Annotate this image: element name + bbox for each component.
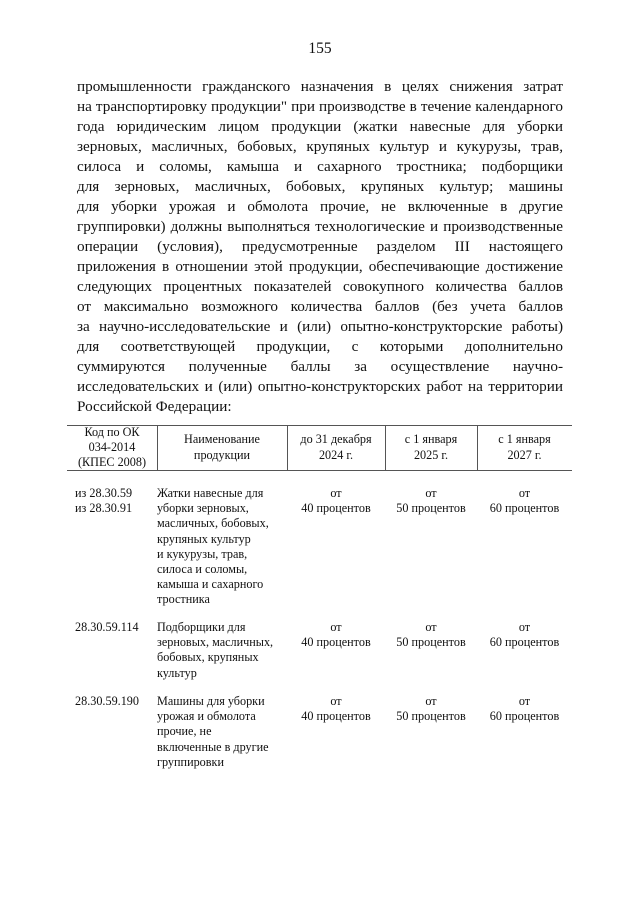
header-text: с 1 января xyxy=(498,432,551,447)
header-text: 2025 г. xyxy=(413,447,449,462)
header-code xyxy=(67,425,157,470)
paragraph-line: для соответствующей продукции, с которыми дополнительно xyxy=(77,338,563,355)
table-row-value-2024 xyxy=(287,486,385,516)
paragraph-line: операции (условия), предусмотренные разделом III настоящего xyxy=(77,238,563,255)
name-text: Машины для уборки xyxy=(157,694,265,708)
paragraph-line: промышленности гражданского назначения в целях снижения затрат xyxy=(77,78,563,95)
name-text: масличных, бобовых, xyxy=(157,516,269,531)
code-text: 28.30.59.190 xyxy=(75,694,139,708)
value-text: от xyxy=(330,694,342,708)
code-text: из 28.30.91 xyxy=(75,501,133,516)
value-text: 60 процентов xyxy=(489,635,560,650)
table-row-value-2024 xyxy=(287,694,385,724)
name-text: силоса и соломы, xyxy=(157,562,248,577)
header-text: с 1 января xyxy=(404,432,458,447)
name-text: зерновых, масличных, xyxy=(157,635,274,650)
paragraph-line: группировки) должны выполняться технологические и производственные xyxy=(77,218,563,235)
header-text: продукции xyxy=(193,447,251,462)
code-text: 28.30.59.114 xyxy=(75,620,139,634)
table-row-name xyxy=(157,694,269,770)
table-row-value-2027 xyxy=(477,620,572,650)
name-text: Подборщики для xyxy=(157,620,246,634)
table-row-code xyxy=(75,486,132,516)
value-text: от xyxy=(330,620,342,634)
value-text: 50 процентов xyxy=(396,501,466,516)
value-text: 40 процентов xyxy=(301,635,371,650)
header-text: 034-2014 xyxy=(88,439,136,454)
page-number: 155 xyxy=(308,40,332,57)
value-text: от xyxy=(518,694,531,708)
table-row-code xyxy=(75,694,139,709)
paragraph-line: года юридическим лицом продукции (жатки навесные для уборки xyxy=(77,118,563,135)
name-text: бобовых, крупяных xyxy=(157,650,259,665)
header-name xyxy=(157,425,287,470)
name-text: культур xyxy=(157,665,197,680)
table-row-name xyxy=(157,620,273,681)
table-row-code xyxy=(75,620,139,635)
value-text: от xyxy=(425,620,437,634)
header-text: Код по ОК xyxy=(84,424,140,439)
header-text: Наименование xyxy=(184,432,260,447)
table-row-value-2025 xyxy=(385,620,477,650)
paragraph-line: приложения в отношении этой продукции, обеспечивающие достижение xyxy=(77,258,563,275)
code-text: из 28.30.59 xyxy=(75,486,133,500)
value-text: 60 процентов xyxy=(489,709,560,724)
name-text: и кукурузы, трав, xyxy=(157,546,248,561)
header-text: (КПЕС 2008) xyxy=(77,455,147,470)
paragraph-line: силоса и соломы, камыша и сахарного тростника; подборщики xyxy=(77,158,563,175)
header-2025 xyxy=(385,425,477,470)
paragraph-line: от максимально возможного количества баллов (без учета баллов xyxy=(77,298,563,315)
paragraph-line: Российской Федерации: xyxy=(77,398,232,415)
name-text: камыша и сахарного xyxy=(157,577,264,592)
name-text: урожая и обмолота xyxy=(157,709,256,724)
value-text: 50 процентов xyxy=(396,709,466,724)
paragraph-line: на транспортировку продукции" при производстве в течение календарного xyxy=(77,98,563,115)
table-row-name xyxy=(157,486,269,608)
table-row-value-2025 xyxy=(385,694,477,724)
name-text: тростника xyxy=(157,592,210,607)
name-text: уборки зерновых, xyxy=(157,501,249,516)
value-text: от xyxy=(518,486,531,500)
value-text: от xyxy=(425,694,437,708)
paragraph-line: исследовательских и (или) опытно-конструкторских работ на территории xyxy=(77,378,563,395)
name-text: включенные в другие xyxy=(157,739,269,754)
body-paragraph xyxy=(77,77,563,417)
value-text: 50 процентов xyxy=(396,635,466,650)
name-text: прочие, не xyxy=(157,724,212,739)
value-text: 40 процентов xyxy=(301,709,371,724)
table-row-value-2027 xyxy=(477,486,572,516)
paragraph-line: за научно-исследовательские и (или) опытно-конструкторские работы) xyxy=(77,318,563,335)
header-text: 2024 г. xyxy=(318,447,354,462)
paragraph-line: зерновых, масличных, бобовых, крупяных культур и кукурузы, трав, xyxy=(77,138,563,155)
name-text: группировки xyxy=(157,754,224,769)
paragraph-line: для зерновых, масличных, бобовых, крупяных культур; машины xyxy=(77,178,563,195)
header-text: до 31 декабря xyxy=(300,432,372,447)
value-text: 60 процентов xyxy=(489,501,560,516)
table-row-value-2025 xyxy=(385,486,477,516)
paragraph-line: для уборки урожая и обмолота прочие, не включенные в другие xyxy=(77,198,563,215)
value-text: от xyxy=(425,486,437,500)
header-2027 xyxy=(477,425,572,470)
table-row-value-2024 xyxy=(287,620,385,650)
header-text: 2027 г. xyxy=(507,447,542,462)
header-2024 xyxy=(287,425,385,470)
name-text: крупяных культур xyxy=(157,531,251,546)
value-text: 40 процентов xyxy=(301,501,371,516)
name-text: Жатки навесные для xyxy=(157,486,264,500)
paragraph-line: суммируются полученные баллы за осуществление научно- xyxy=(77,358,563,375)
table-row-value-2027 xyxy=(477,694,572,724)
value-text: от xyxy=(330,486,342,500)
value-text: от xyxy=(518,620,531,634)
paragraph-line: следующих процентных показателей совокупного количества баллов xyxy=(77,278,563,295)
